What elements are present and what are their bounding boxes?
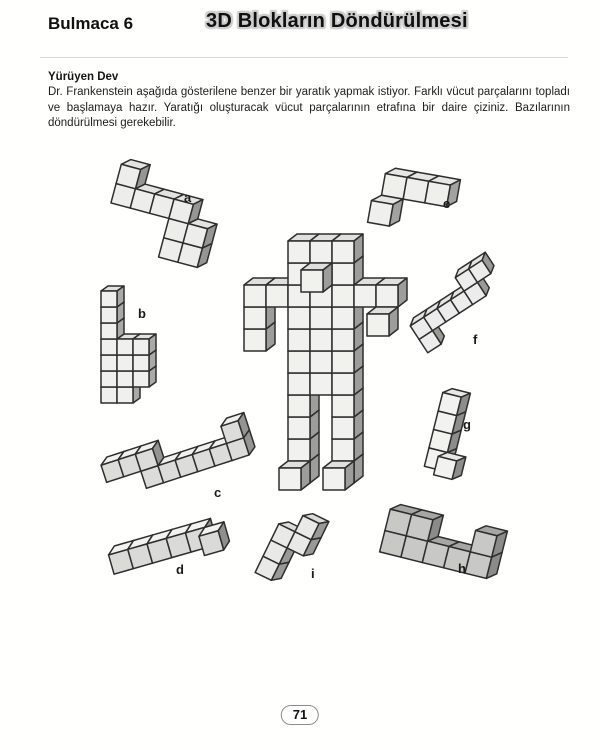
puzzle-canvas xyxy=(0,140,600,700)
shape-piece-a[interactable] xyxy=(97,154,231,273)
intro-section xyxy=(48,71,570,132)
shape-label-f: f xyxy=(473,332,478,347)
shape-label-c: c xyxy=(214,485,222,500)
shape-piece-i[interactable] xyxy=(251,498,333,595)
creature-figure xyxy=(241,231,410,493)
section-heading: Yürüyen Dev xyxy=(48,71,119,83)
header-divider xyxy=(40,57,568,58)
shape-label-g: g xyxy=(463,417,471,432)
instructions-text: Dr. Frankenstein aşağıda gösterilene benzer bir yaratık yapmak istiyor. Farklı vücut parçalarını topladı ve başlamaya hazır. Yaratığı oluşturacak vücut parçalarının etrafına bir daire çiziniz. Bazılarının döndürülmesi gerekebilir. xyxy=(48,86,570,129)
shape-piece-h[interactable] xyxy=(376,499,511,585)
shape-piece-f[interactable] xyxy=(395,248,519,357)
shape-piece-d[interactable] xyxy=(103,511,235,584)
page-number: 71 xyxy=(292,707,308,722)
shape-label-a: a xyxy=(184,190,192,205)
shape-piece-c[interactable] xyxy=(95,409,260,503)
shape-label-i: i xyxy=(311,566,315,581)
shape-piece-g[interactable] xyxy=(419,383,484,485)
shape-label-d: d xyxy=(176,562,184,577)
shape-piece-b[interactable] xyxy=(98,283,159,406)
shape-label-e: e xyxy=(443,196,451,211)
shape-label-h: h xyxy=(458,561,466,576)
shape-label-b: b xyxy=(138,306,146,321)
puzzle-number-label: Bulmaca 6 xyxy=(48,14,134,33)
page-title: 3D Blokların Döndürülmesi xyxy=(206,10,468,32)
page-number-badge xyxy=(281,705,319,725)
